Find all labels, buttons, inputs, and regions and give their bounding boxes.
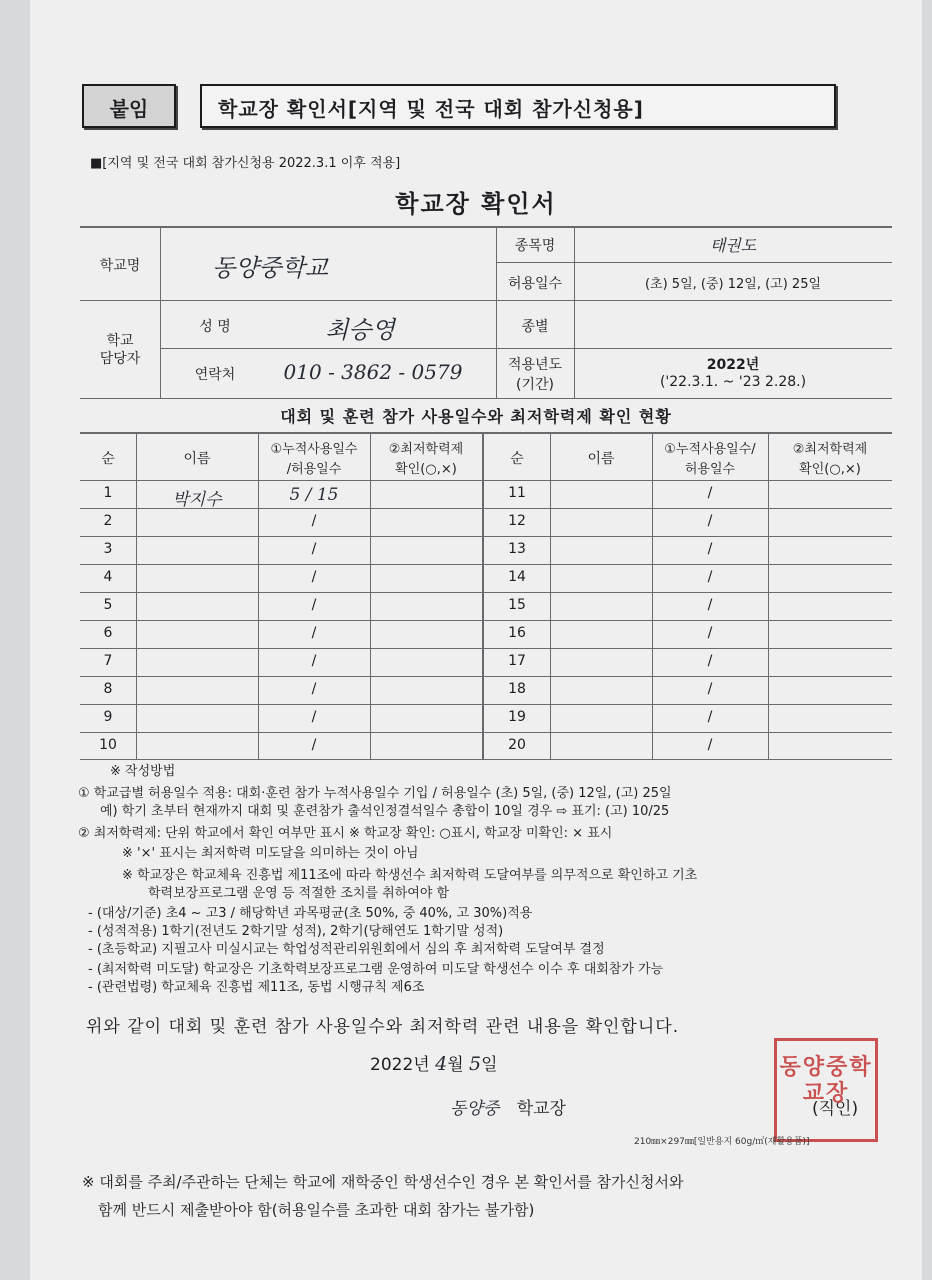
row-days: / — [311, 569, 317, 585]
row-number: 8 — [103, 681, 113, 697]
row-divider — [80, 620, 892, 621]
attachment-tag-text: 붙임 — [109, 97, 149, 121]
school-label: 학교명 — [99, 258, 141, 274]
usage-header-divider — [80, 480, 892, 481]
signature-title: 학교장 — [516, 1099, 566, 1119]
guide-line: - (초등학교) 지필고사 미실시교는 학업성적관리위원회에서 심의 후 최저학력 도달여부 결정 — [88, 942, 605, 957]
info-bottom-border — [80, 398, 892, 399]
footer-line-1: ※ 대회를 주최/주관하는 단체는 학교에 재학중인 학생선수인 경우 본 확인서를 참가신청서와 — [82, 1173, 684, 1191]
header-days-2: /허용일수 — [286, 462, 342, 477]
contact-value: 010 - 3862 - 0579 — [283, 360, 463, 384]
row-number-right: 18 — [508, 681, 526, 697]
header-name: 이름 — [183, 451, 211, 467]
row-number: 7 — [103, 653, 113, 669]
row-number-right: 16 — [508, 625, 526, 641]
sport-value: 태권도 — [709, 236, 757, 255]
row-student-name: 박지수 — [172, 490, 222, 510]
row-days-right: / — [707, 485, 713, 501]
row-divider — [80, 564, 892, 565]
attachment-tag — [82, 84, 176, 128]
row-days-right: / — [707, 681, 713, 697]
days-label: 허용일수 — [507, 276, 563, 292]
header-days-right-1: ①누적사용일수/ — [664, 442, 756, 457]
guide-line: ① 학교급별 허용일수 적용: 대회·훈련 참가 누적사용일수 기입 / 허용일수 (초) 5일, (중) 12일, (고) 25일 — [78, 786, 672, 801]
manager-label-1: 학교 — [106, 333, 134, 349]
guide-line: - (관련법령) 학교체육 진흥법 제11조, 동법 시행규칙 제6조 — [88, 980, 425, 995]
year-value-1: 2022년 — [706, 357, 760, 373]
date-day: 5 — [469, 1053, 482, 1075]
usage-table-title: 대회 및 훈련 참가 사용일수와 최저학력제 확인 현황 — [280, 407, 672, 426]
usage-bottom-border — [80, 759, 892, 760]
guide-line: ※ 학교장은 학교체육 진흥법 제11조에 따라 학생선수 최저학력 도달여부를 의무적으로 확인하고 기초 — [122, 868, 698, 883]
row-divider — [80, 676, 892, 677]
guide-heading: ※ 작성방법 — [110, 764, 176, 779]
row-number-right: 19 — [508, 709, 526, 725]
row-number-right: 11 — [508, 485, 526, 501]
row-number-right: 12 — [508, 513, 526, 529]
paper-spec: 210㎜×297㎜[일반용지 60g/㎡(재활용품)] — [634, 1137, 810, 1147]
days-value: (초) 5일, (중) 12일, (고) 25일 — [644, 277, 822, 292]
row-days-right: / — [707, 513, 713, 529]
row-days-right: / — [707, 737, 713, 753]
official-seal: 동양중학교장 — [774, 1038, 878, 1142]
guide-line: - (성적적용) 1학기(전년도 2학기말 성적), 2학기(당해연도 1학기말 성적) — [88, 924, 504, 939]
usage-vline-5 — [550, 432, 551, 760]
info-sub-divider — [496, 262, 892, 263]
row-number: 1 — [103, 485, 113, 501]
year-value-2: ('22.3.1. ~ '23 2.28.) — [659, 374, 807, 390]
row-number: 10 — [99, 737, 117, 753]
row-number: 4 — [103, 569, 113, 585]
header-days-right-2: 허용일수 — [684, 462, 736, 477]
row-days: / — [311, 681, 317, 697]
usage-vline-3 — [370, 432, 371, 760]
row-number: 9 — [103, 709, 113, 725]
date-month-unit: 월 — [447, 1055, 464, 1075]
usage-table — [80, 432, 892, 760]
row-days-right: / — [707, 569, 713, 585]
row-days-right: / — [707, 597, 713, 613]
row-divider — [80, 592, 892, 593]
row-days: / — [311, 709, 317, 725]
year-label-1: 적용년도 — [507, 357, 563, 373]
document-title: 학교장 확인서 — [395, 190, 557, 218]
row-days: / — [311, 597, 317, 613]
form-subnote: ■[지역 및 전국 대회 참가신청용 2022.3.1 이후 적용] — [90, 156, 401, 171]
row-number: 2 — [103, 513, 113, 529]
row-number-right: 14 — [508, 569, 526, 585]
header-no: 순 — [101, 451, 115, 467]
row-number: 5 — [103, 597, 113, 613]
header-name-right: 이름 — [587, 451, 615, 467]
footer-line-2: 함께 반드시 제출받아야 함(허용일수를 초과한 대회 참가는 불가함) — [98, 1201, 535, 1219]
usage-vline-1 — [136, 432, 137, 760]
row-days-right: / — [707, 541, 713, 557]
date-year: 2022년 — [370, 1055, 430, 1075]
row-number-right: 15 — [508, 597, 526, 613]
row-divider — [80, 648, 892, 649]
seal-label: (직인) — [812, 1099, 859, 1119]
row-days-right: / — [707, 709, 713, 725]
header-days-1: ①누적사용일수 — [270, 442, 358, 457]
header-academic-1: ②최저학력제 — [388, 442, 464, 457]
manager-label-2: 담당자 — [99, 351, 141, 367]
guide-line: - (최저학력 미도달) 학교장은 기초학력보장프로그램 운영하여 미도달 학생선수 이수 후 대회참가 가능 — [88, 962, 664, 977]
usage-vline-7 — [768, 432, 769, 760]
contact-label: 연락처 — [194, 367, 236, 383]
school-value: 동양중학교 — [212, 254, 328, 282]
form-title-box — [200, 84, 836, 128]
info-top-border — [80, 226, 892, 228]
row-number: 3 — [103, 541, 113, 557]
row-days-right: / — [707, 653, 713, 669]
guide-line: ※ '×' 표시는 최저학력 미도달을 의미하는 것이 아님 — [122, 846, 419, 861]
guide-line: ② 최저학력제: 단위 학교에서 확인 여부만 표시 ※ 학교장 확인: ○표시, 학교장 미확인: × 표시 — [78, 826, 613, 841]
row-number-right: 17 — [508, 653, 526, 669]
principal-signature — [450, 1094, 859, 1119]
confirmation-statement: 위와 같이 대회 및 훈련 참가 사용일수와 최저학력 관련 내용을 확인합니다. — [86, 1017, 680, 1037]
signature-school: 동양중 — [450, 1099, 500, 1119]
row-days: 5 / 15 — [289, 485, 339, 505]
row-number-right: 13 — [508, 541, 526, 557]
date-day-unit: 일 — [481, 1055, 498, 1075]
document-page — [30, 0, 922, 1280]
row-days: / — [311, 513, 317, 529]
row-days: / — [311, 653, 317, 669]
name-label: 성 명 — [199, 319, 231, 335]
header-academic-2: 확인(○,×) — [395, 462, 457, 477]
row-days: / — [311, 737, 317, 753]
guide-line: - (대상/기준) 초4 ~ 고3 / 해당학년 과목평균(초 50%, 중 40%, 고 30%)적용 — [88, 906, 533, 921]
date-month: 4 — [435, 1053, 448, 1075]
guide-line: 학력보장프로그램 운영 등 적절한 조치를 취하여야 함 — [148, 886, 450, 901]
row-number: 6 — [103, 625, 113, 641]
row-days-right: / — [707, 625, 713, 641]
year-label-2: (기간) — [516, 377, 554, 393]
row-number-right: 20 — [508, 737, 526, 753]
confirmation-date — [370, 1050, 498, 1075]
row-divider — [80, 732, 892, 733]
gender-label: 종별 — [521, 319, 549, 335]
header-academic-right-2: 확인(○,×) — [799, 462, 861, 477]
footer-note — [82, 1168, 683, 1224]
header-academic-right-1: ②최저학력제 — [792, 442, 868, 457]
sport-label: 종목명 — [514, 238, 556, 254]
header-no-right: 순 — [510, 451, 524, 467]
usage-top-border — [80, 432, 892, 434]
name-value: 최승영 — [325, 316, 395, 344]
row-divider — [80, 704, 892, 705]
guide-line: 예) 학기 초부터 현재까지 대회 및 훈련참가 출석인정결석일수 총합이 10일 경우 ⇨ 표기: (고) 10/25 — [100, 804, 670, 819]
row-days: / — [311, 541, 317, 557]
form-title: 학교장 확인서[지역 및 전국 대회 참가신청용] — [218, 97, 644, 121]
row-divider — [80, 536, 892, 537]
info-manager-divider — [160, 348, 892, 349]
row-days: / — [311, 625, 317, 641]
info-row-divider — [80, 300, 892, 301]
